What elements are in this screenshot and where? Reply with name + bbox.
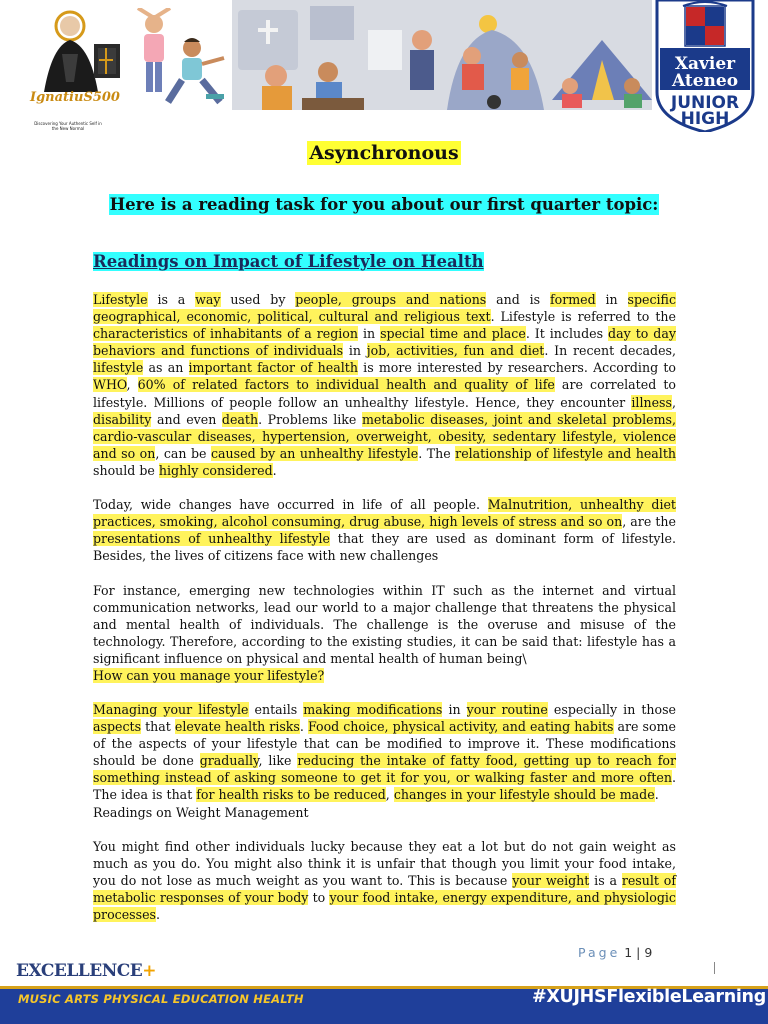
highlighted-text: highly considered [158,462,273,478]
body-text: in [343,343,367,359]
reading-heading-text: Readings on Impact of Lifestyle on Health [93,252,484,271]
body-text: You might find other individuals lucky because they eat a lot but do not gain weight as much as you do. You might also think it is unfair that though you limit your food intake, you do not lose as much weight as you want to. This is because [93,839,676,889]
highlighted-text: your weight [512,873,590,889]
highlighted-text: Managing your lifestyle [93,702,249,717]
paragraph-managing-lifestyle [93,701,676,804]
page-title [0,142,768,164]
highlighted-text: WHO [93,377,127,393]
body-text: For instance, emerging new technologies within IT such as the internet and virtual communication networks, lead our world to a major challenge that threatens the physical and mental health of individuals. The challenge is the overuse and misuse of the technology. Therefore, according to the existing studies, it can be said that: lifestyle has a significant influence on physical and mental health of human being\ [93,583,676,667]
body-text: in [358,326,381,342]
page-title-text: Asynchronous [309,142,459,164]
body-text: as an [143,360,189,376]
ignatius-500-logo [22,4,130,134]
footer-subject-label: MUSIC ARTS PHYSICAL EDUCATION HEALTH [18,992,304,1006]
page-total: 9 [644,945,653,960]
highlighted-text: people, groups and nations [295,292,487,307]
body-text: . It includes [525,326,609,342]
highlighted-text: relationship of lifestyle and health [455,445,677,461]
school-name-ateneo: Ateneo [671,71,739,91]
highlighted-text: important factor of health [188,360,358,376]
page-divider-mark [714,962,715,974]
highlighted-text: illness [631,394,672,410]
highlighted-text: changes in your lifestyle should be made [393,787,655,803]
body-text: is a [147,292,196,307]
body-text: , can be [155,445,211,461]
header-banner [0,0,768,140]
body-text: . [299,719,308,735]
ignatius-logo-text: IgnatiuS500 [30,90,120,105]
body-text: is more interested by researchers. According to [357,360,676,376]
body-text: are correlated to lifestyle. Millions of people follow an unhealthy lifestyle. Hence, they encounter [93,377,677,410]
paragraph-lifestyle-changes [93,496,676,564]
weight-management-heading: Readings on Weight Management [93,805,309,820]
ignatius-logo-tagline: Discovering Your Authentic Self in the New Normal [34,121,102,131]
body-text: in [442,702,467,717]
highlighted-text: job, activities, fun and diet [366,343,545,359]
highlighted-text: Malnutrition, unhealthy diet practices, smoking, alcohol consuming, drug abuse, high levels of stress and so on [93,497,676,530]
school-name-xavier: Xavier [674,54,736,74]
body-text: . [156,907,161,923]
body-text: are some of the aspects of your lifestyle that can be modified to improve it. These modifications should be done [93,719,676,769]
highlighted-text: specific geographical, economic, political, cultural and religious text [93,292,677,325]
excellence-logo [16,961,156,981]
body-text: in [595,292,628,307]
reading-heading [93,252,484,271]
highlighted-text: gradually [199,753,259,769]
children-exercise-illustration [128,8,234,112]
highlighted-text: disability [93,411,152,427]
page-word: Page [578,945,621,960]
highlighted-text: death [221,411,259,427]
paragraph-technology-challenge [93,582,676,667]
excellence-plus-icon: + [142,961,156,981]
body-text: , [385,787,394,803]
school-unit-junior: JUNIOR [670,93,740,113]
highlighted-text: result of metabolic responses of your body [93,873,677,906]
body-text: that they are used as dominant form of lifestyle. Besides, the lives of citizens face with new challenges [93,531,676,564]
highlighted-text: your food intake, energy expenditure, and physiologic processes [93,890,676,923]
xavier-ateneo-junior-high-logo [655,0,755,132]
highlighted-text: caused by an unhealthy lifestyle [211,445,419,461]
highlighted-text: metabolic diseases, joint and skeletal problems, cardio-vascular diseases, hypertension, overweight, obesity, sedentary lifestyle, violence and so on [93,411,676,461]
highlighted-text: Food choice, physical activity, and eating habits [307,719,614,735]
highlighted-text: for health risks to be reduced [196,787,386,803]
question-manage-lifestyle [93,667,324,684]
task-subtitle [0,195,768,214]
body-text: . The idea is that [93,770,676,803]
body-text: should be [93,462,159,478]
excellence-logo-text: EXCELLENCE [16,961,143,981]
highlighted-text: characteristics of inhabitants of a region [93,326,358,342]
highlighted-text: special time and place [380,326,526,342]
task-subtitle-text: Here is a reading task for you about our first quarter topic: [109,195,659,214]
highlighted-text: presentations of unhealthy lifestyle [93,531,330,547]
body-text: . In recent decades, [544,343,676,359]
highlighted-text: elevate health risks [174,719,300,735]
paragraph-lifestyle-definition [93,291,676,479]
body-text: , are the [622,514,676,530]
highlighted-text: way [195,292,221,307]
body-text: entails [248,702,304,717]
body-text: . Problems like [258,411,362,427]
highlighted-text: aspects [93,719,142,735]
body-text: . [272,462,277,478]
body-text: , [126,377,138,393]
page-number: Page 1 | 9 [578,945,653,960]
body-text: . Lifestyle is referred to the [490,309,676,325]
banner-illustration-strip [232,0,652,110]
body-text: . The [418,445,456,461]
body-text: , [671,394,676,410]
school-unit-high: HIGH [680,109,730,129]
body-text: is a [589,873,622,889]
highlighted-text: formed [549,292,596,307]
question-text: How can you manage your lifestyle? [93,668,325,683]
highlighted-text: your routine [466,702,548,717]
page-current: 1 [624,945,633,960]
body-text: , like [258,753,298,769]
highlighted-text: Lifestyle [93,292,148,307]
body-text: Today, wide changes have occurred in life of all people. [93,497,488,512]
highlighted-text: day to day behaviors and functions of individuals [93,326,676,359]
paragraph-weight-management [93,838,676,923]
body-text: especially in those [547,702,677,717]
body-text: to [308,890,330,906]
highlighted-text: reducing the intake of fatty food, getting up to reach for something instead of asking someone to get it for you, or walking faster and more often [93,753,677,786]
highlighted-text: 60% of related factors to individual health and quality of life [137,377,555,393]
body-text: used by [220,292,296,307]
highlighted-text: making modifications [303,702,443,717]
body-text: that [141,719,175,735]
footer-hashtag: #XUJHSFlexibleLearning [532,987,766,1007]
highlighted-text: lifestyle [93,360,144,376]
body-text: and is [486,292,550,307]
body-text: and even [151,411,222,427]
body-text: . [654,787,659,803]
